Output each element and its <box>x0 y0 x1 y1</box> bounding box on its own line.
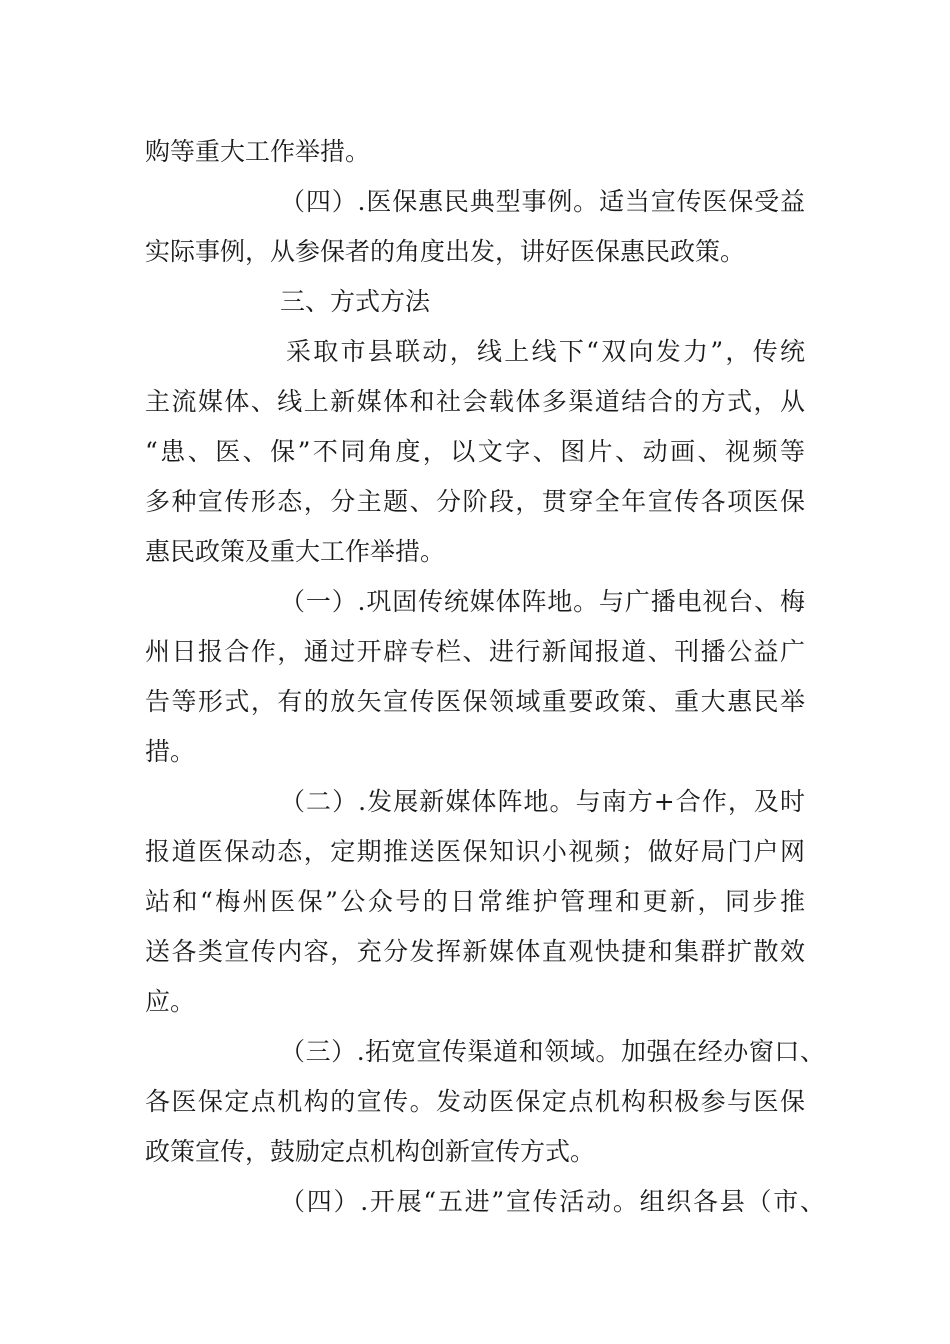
text-line: 惠民政策及重大工作举措。 <box>145 537 446 566</box>
text-line: 实际事例，从参保者的角度出发，讲好医保惠民政策。 <box>145 237 746 266</box>
text-line: 主流媒体、线上新媒体和社会载体多渠道结合的方式，从 <box>145 387 805 416</box>
text-line: 送各类宣传内容，充分发挥新媒体直观快捷和集群扩散效 <box>145 937 805 966</box>
text-line: 措。 <box>145 737 196 766</box>
text-line: （四）.医保惠民典型事例。适当宣传医保受益 <box>280 187 805 216</box>
text-line: 采取市县联动，线上线下“双向发力”，传统 <box>286 337 805 366</box>
text-line: 购等重大工作举措。 <box>145 137 371 166</box>
text-line: 政策宣传，鼓励定点机构创新宣传方式。 <box>145 1137 596 1166</box>
section-heading: 三、方式方法 <box>280 287 431 316</box>
text-line: 各医保定点机构的宣传。发动医保定点机构积极参与医保 <box>145 1087 805 1116</box>
text-line: 应。 <box>145 987 196 1016</box>
text-line: 报道医保动态，定期推送医保知识小视频；做好局门户网 <box>145 837 805 866</box>
text-line: （二）.发展新媒体阵地。与南方+合作，及时 <box>280 787 805 816</box>
text-line: （三）.拓宽宣传渠道和领域。加强在经办窗口、 <box>280 1037 825 1066</box>
text-line: （一）.巩固传统媒体阵地。与广播电视台、梅 <box>280 587 805 616</box>
text-line: 州日报合作，通过开辟专栏、进行新闻报道、刊播公益广 <box>145 637 805 666</box>
text-line: 站和“梅州医保”公众号的日常维护管理和更新，同步推 <box>145 887 805 916</box>
text-line: （四）.开展“五进”宣传活动。组织各县（市、 <box>280 1187 825 1216</box>
text-line: 多种宣传形态，分主题、分阶段，贯穿全年宣传各项医保 <box>145 487 805 516</box>
text-line: 告等形式，有的放矢宣传医保领域重要政策、重大惠民举 <box>145 687 805 716</box>
text-line: “患、医、保”不同角度，以文字、图片、动画、视频等 <box>145 437 805 466</box>
